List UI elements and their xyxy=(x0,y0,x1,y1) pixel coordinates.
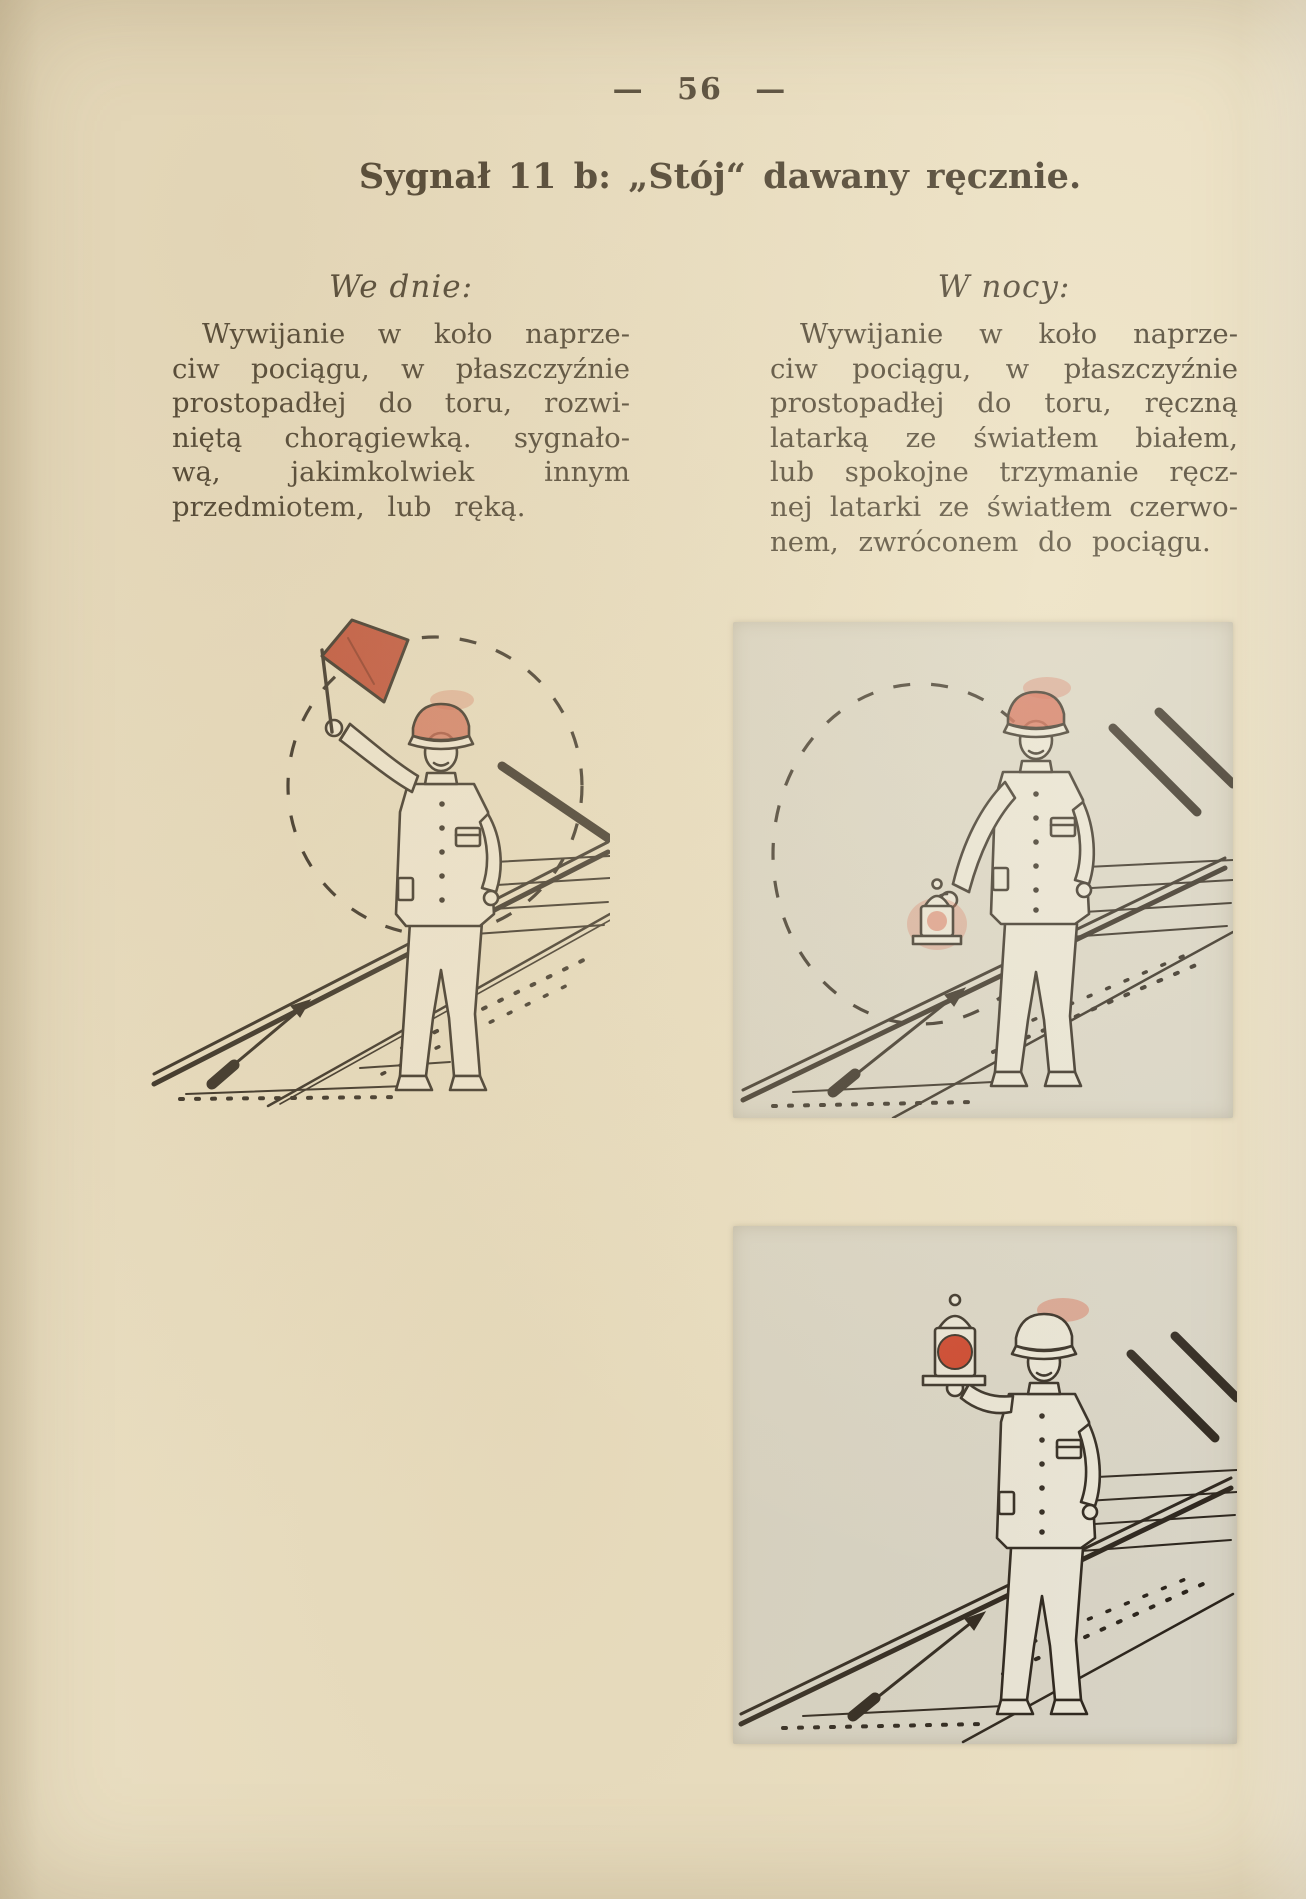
railway-track xyxy=(154,766,610,1106)
text-line: Wywijanie w koło naprze- xyxy=(202,318,630,350)
text-line: nem, zwróconem do pociągu. xyxy=(770,525,1211,558)
night-top-drawing xyxy=(733,622,1233,1118)
hand-lantern-icon xyxy=(907,880,967,951)
text-line: Wywijanie w koło naprze- xyxy=(800,318,1238,350)
day-column-heading: We dnie: xyxy=(328,269,474,305)
page-title: Sygnał 11 b: „Stój“ dawany ręcznie. xyxy=(358,156,1082,197)
text-line: wą, jakimkolwiek innym xyxy=(172,456,630,489)
red-lantern-icon xyxy=(923,1295,985,1385)
text-line: latarką ze światłem białem, xyxy=(770,421,1238,454)
red-cap-icon xyxy=(413,704,469,740)
text-line: przedmiotem, lub ręką. xyxy=(172,490,526,523)
text-line: prostopadłej do toru, ręczną xyxy=(770,387,1238,420)
direction-arrow xyxy=(212,1000,310,1084)
text-line: nej latarki ze światłem czerwo- xyxy=(770,490,1238,523)
red-cap-icon xyxy=(1008,692,1064,728)
railwayman-figure xyxy=(322,620,501,1090)
text-line: niętą chorągiewką. sygnało- xyxy=(172,421,630,454)
day-column xyxy=(172,266,630,525)
night-illustration-top xyxy=(733,622,1233,1118)
railwayman-figure xyxy=(923,1295,1100,1714)
night-column-body xyxy=(770,317,1238,559)
red-flag-icon xyxy=(322,620,408,702)
text-line: ciw pociągu, w płaszczyźnie xyxy=(770,352,1238,385)
cap-icon xyxy=(1016,1314,1072,1350)
day-illustration xyxy=(150,616,610,1108)
night-column-heading: W nocy: xyxy=(937,269,1071,305)
direction-arrow xyxy=(833,988,965,1092)
text-line: lub spokojne trzymanie ręcz- xyxy=(770,456,1238,489)
text-line: prostopadłej do toru, rozwi- xyxy=(172,387,630,420)
text-line: ciw pociągu, w płaszczyźnie xyxy=(172,352,630,385)
night-bottom-drawing xyxy=(733,1226,1237,1744)
page-number: — 56 — xyxy=(612,72,788,107)
night-illustration-bottom xyxy=(733,1226,1237,1744)
day-column-body xyxy=(172,317,630,525)
day-illustration-drawing xyxy=(150,616,610,1108)
night-column xyxy=(770,266,1238,559)
railway-track xyxy=(743,712,1233,1118)
